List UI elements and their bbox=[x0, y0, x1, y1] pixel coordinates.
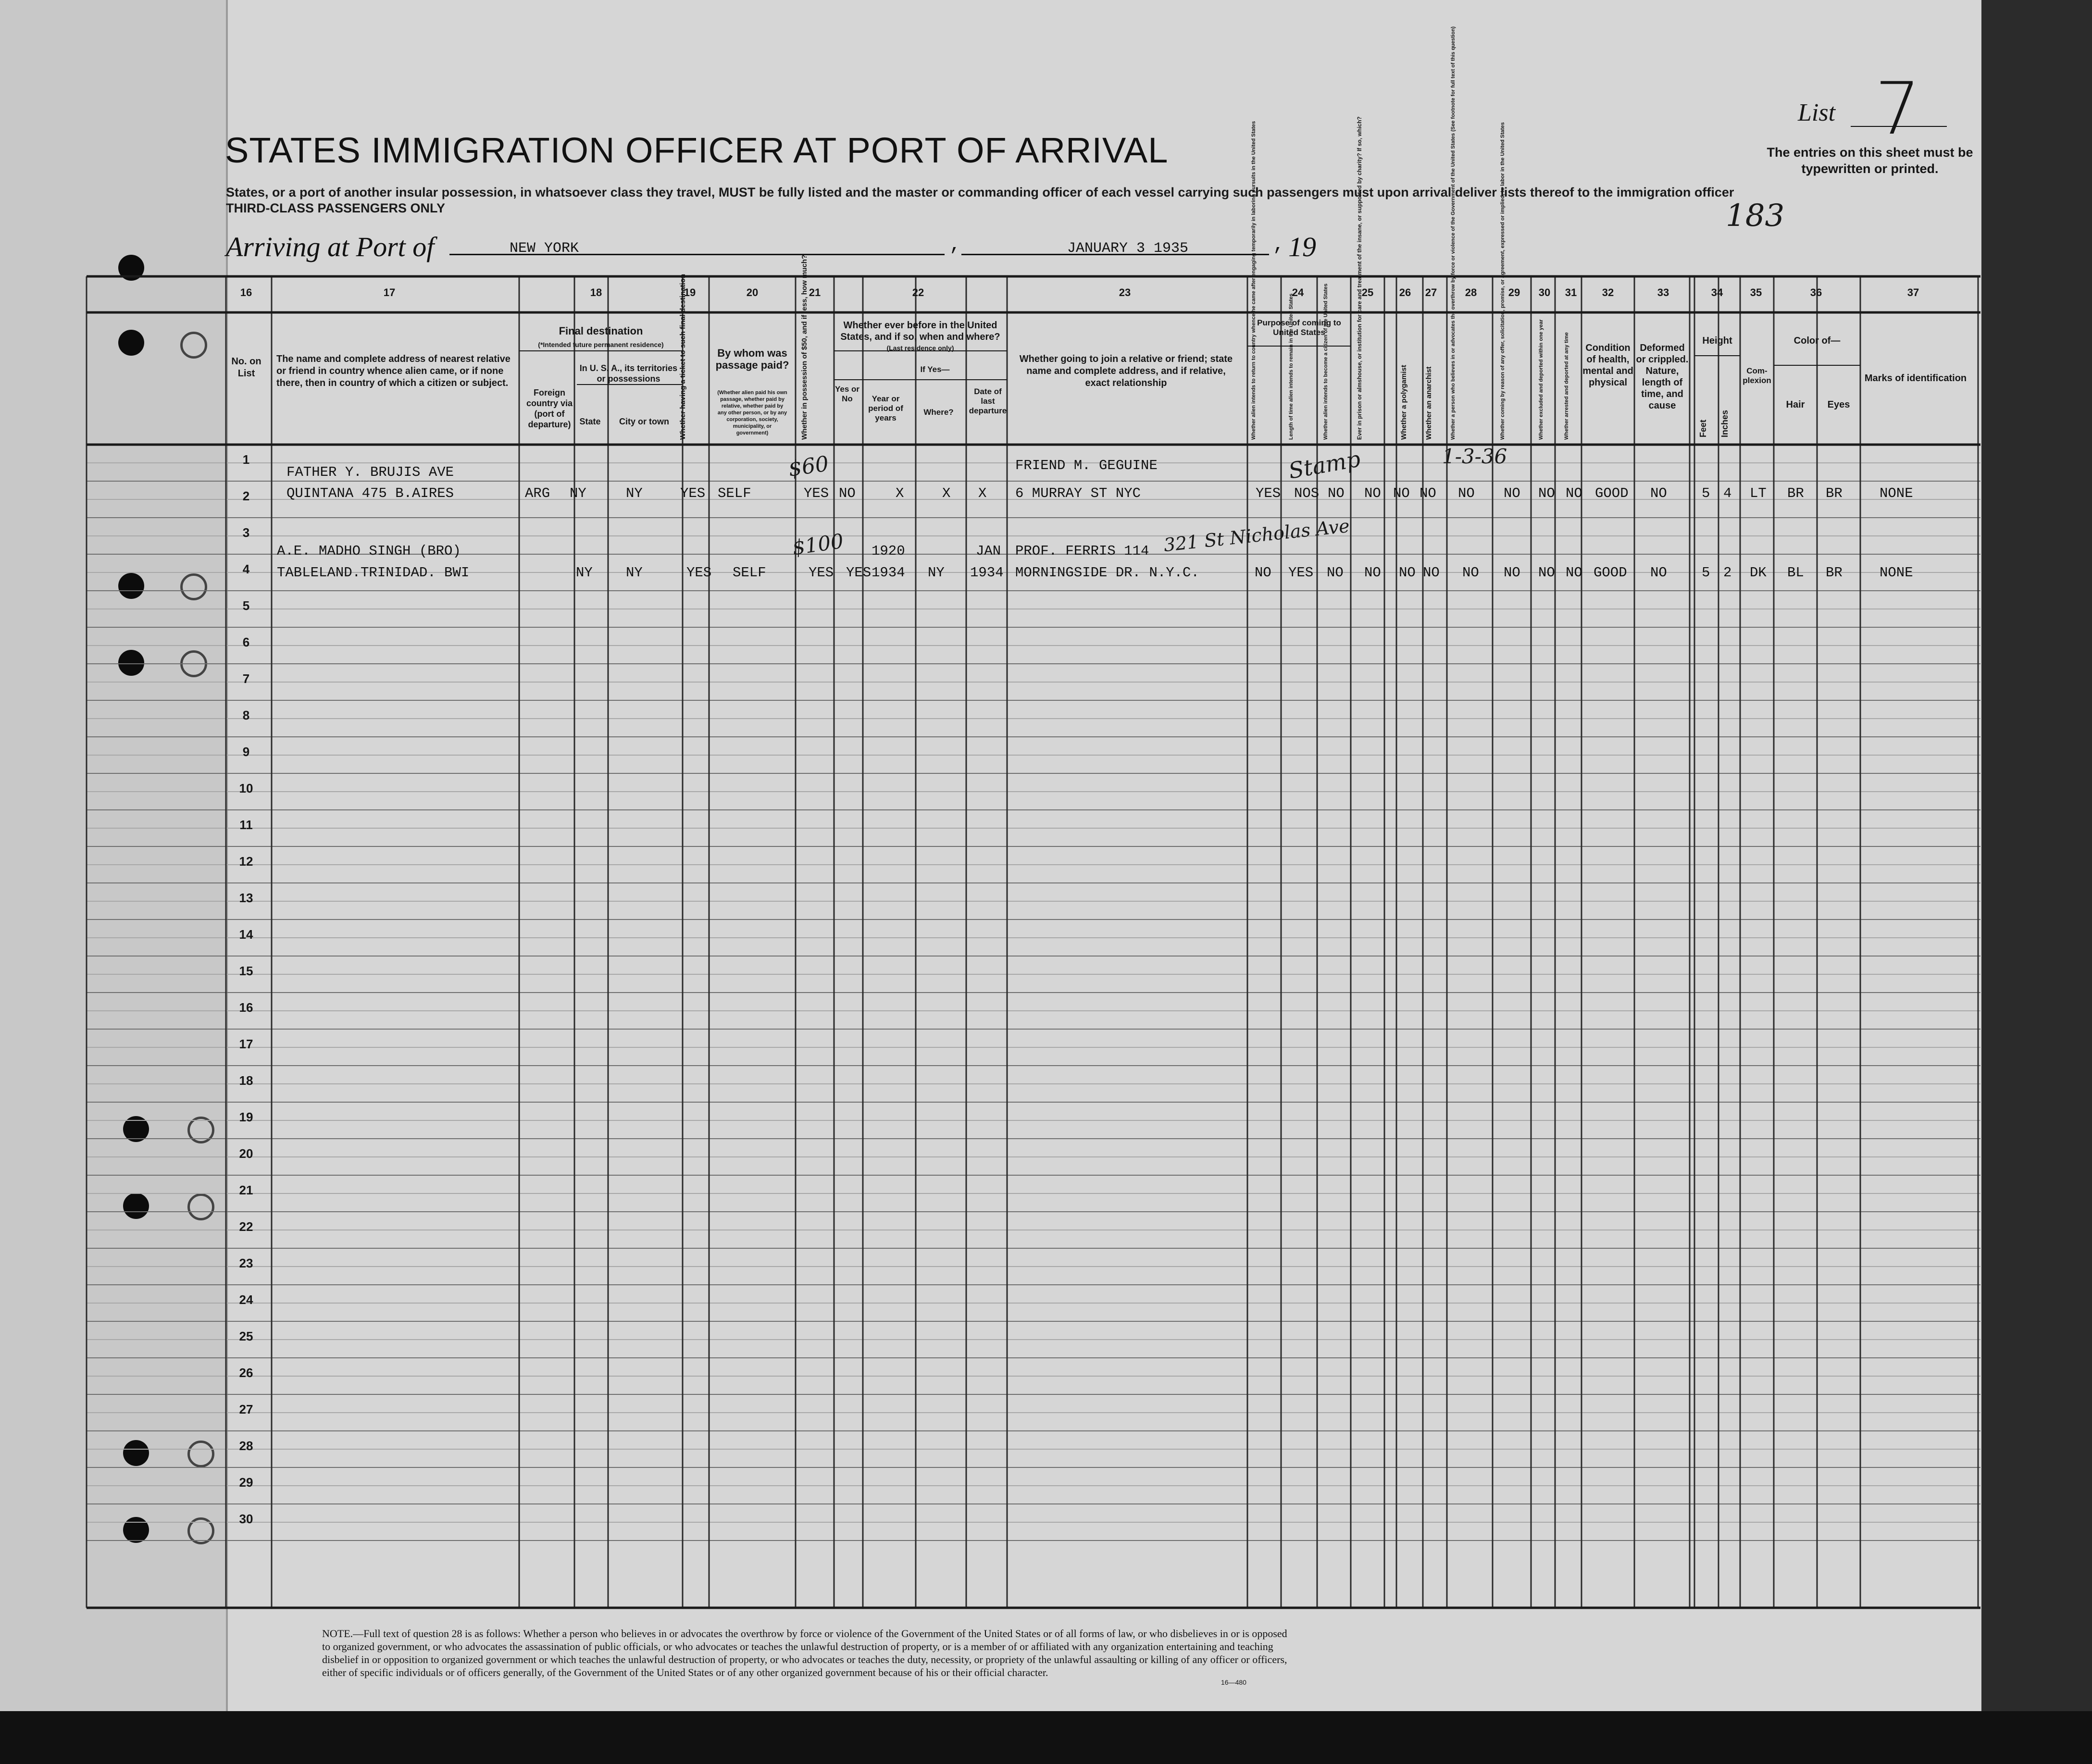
row-number: 27 bbox=[239, 1402, 253, 1416]
row-number: 3 bbox=[242, 525, 250, 540]
row-number: 6 bbox=[242, 635, 250, 649]
list-label: List bbox=[1798, 99, 1836, 126]
entry2-address-line2: TABLELAND.TRINIDAD. BWI bbox=[277, 565, 470, 581]
entry1-address-line1: FATHER Y. BRUJIS AVE bbox=[286, 464, 454, 480]
scan-border-bottom bbox=[0, 1711, 2092, 1764]
header-state: State bbox=[579, 417, 601, 426]
list-note: The entries on this sheet must be typewritten or printed. bbox=[1767, 145, 1973, 176]
row-number: 5 bbox=[242, 598, 250, 613]
entry2-paid-by: SELF bbox=[733, 565, 766, 581]
entry2-date-b: 1934 bbox=[970, 565, 1004, 581]
entry1-possession: YES bbox=[804, 485, 829, 501]
entry1-where: X bbox=[942, 485, 951, 501]
entry2-q29: NO bbox=[1504, 565, 1520, 581]
entry2-feet: 5 bbox=[1702, 565, 1710, 581]
col-num-20: 20 bbox=[746, 286, 759, 298]
entry2-joining-line2: MORNINGSIDE DR. N.Y.C. bbox=[1015, 565, 1199, 581]
header-year-period: Year or period of years bbox=[868, 394, 903, 422]
footnote: NOTE.—Full text of question 28 is as follows: Whether a person who believes in or advocates the overthrow by force or violence of the Government of the United States or of all forms of law, or who disbelieves in or is opposed to organized government, or who advocates the assassination of public officials, or who advocates or teaches the unlawful destruction of property, or is a member of or affiliated with any organization entertaining and teaching disbelief in or opposition to organized government or which teaches the unlawful destruction of property, or who advocates or teaches the duty, necessity, or propriety of the unlawful assaulting or killing of any officer or officers, either of specific individuals or of officers generally, of the Government of the United States or of any other organized government because of his or their official character. bbox=[322, 1627, 1287, 1678]
header-foreign-country: Foreign country via (port of departure) bbox=[526, 388, 573, 429]
row-number: 16 bbox=[239, 1000, 253, 1015]
col-num-29: 29 bbox=[1508, 286, 1520, 298]
row-number: 14 bbox=[239, 927, 253, 942]
entry1-purpose-1: YES bbox=[1256, 485, 1281, 501]
form-number: 16—480 bbox=[1221, 1678, 1246, 1686]
col-num-28: 28 bbox=[1465, 286, 1477, 298]
entry2-q28: NO bbox=[1462, 565, 1479, 581]
row-number: 7 bbox=[242, 671, 250, 686]
entry1-foreign-country: ARG bbox=[525, 485, 550, 501]
entry2-anarchist: NO bbox=[1423, 565, 1440, 581]
entry1-q31: NO bbox=[1566, 485, 1582, 501]
entry1-q30: NO bbox=[1538, 485, 1555, 501]
col-num-19: 19 bbox=[684, 286, 696, 298]
row-number: 17 bbox=[239, 1037, 253, 1051]
entry1-ticket: YES bbox=[680, 485, 706, 501]
entry2-year-a: 1920 bbox=[872, 543, 905, 559]
header-q29: Whether coming by reason of any offer, solicitation, promise, or agreement, expressed or implied, to labor in the United States bbox=[1500, 122, 1506, 440]
entry2-complexion: DK bbox=[1750, 565, 1767, 581]
header-polygamist: Whether a polygamist bbox=[1400, 365, 1408, 440]
col-num-16: 16 bbox=[240, 286, 252, 298]
header-eyes: Eyes bbox=[1827, 399, 1850, 410]
header-purpose-sub1: Whether alien intends to return to country whence he came after engaging temporarily in laboring pursuits in the United States bbox=[1251, 121, 1257, 440]
col-num-22: 22 bbox=[912, 286, 924, 298]
entry1-hair: BR bbox=[1787, 485, 1804, 501]
row-number: 13 bbox=[239, 891, 253, 905]
entry1-inches: 4 bbox=[1723, 485, 1732, 501]
header-q28: Whether a person who believes in or advocates the overthrow by force or violence of the Government of the United States (See footnote for full text of this question) bbox=[1450, 26, 1456, 440]
entry2-address-line1: A.E. MADHO SINGH (BRO) bbox=[277, 543, 461, 559]
entry1-joining-line2: 6 MURRAY ST NYC bbox=[1015, 485, 1141, 501]
entry2-year-b: 1934 bbox=[872, 565, 905, 581]
row-number: 30 bbox=[239, 1512, 253, 1526]
header-before-in-us: Whether ever before in the United States, and if so, when and where? bbox=[840, 320, 1000, 342]
entry1-q29: NO bbox=[1504, 485, 1520, 501]
entry2-ticket: YES bbox=[686, 565, 712, 581]
entry2-possession: YES bbox=[809, 565, 834, 581]
entry1-feet: 5 bbox=[1702, 485, 1710, 501]
header-deformed: Deformed or crippled. Nature, length of time, and cause bbox=[1636, 343, 1689, 411]
entry2-hand-amount: $100 bbox=[791, 529, 845, 560]
row-number: 19 bbox=[239, 1110, 253, 1124]
header-if-yes: If Yes— bbox=[920, 365, 950, 374]
header-purpose-sub2: Length of time alien intends to remain in the United States bbox=[1288, 293, 1294, 440]
entry1-prison: NO bbox=[1364, 485, 1381, 501]
col-num-24: 24 bbox=[1292, 286, 1304, 298]
list-number: 7 bbox=[1875, 67, 1921, 151]
header-feet: Feet bbox=[1698, 419, 1708, 437]
header-before-note: (Last residence only) bbox=[886, 344, 954, 352]
header-final-destination-note: (*Intended future permanent residence) bbox=[538, 341, 664, 348]
row-number: 29 bbox=[239, 1475, 253, 1490]
port-value: NEW YORK bbox=[510, 240, 579, 257]
entry2-q30: NO bbox=[1538, 565, 1555, 581]
arrival-date: JANUARY 3 1935 bbox=[1067, 240, 1189, 257]
header-in-usa: In U. S. A., its territories or possessions bbox=[579, 363, 678, 384]
row-number: 9 bbox=[242, 745, 250, 759]
entry1-address-line2: QUINTANA 475 B.AIRES bbox=[286, 485, 454, 501]
header-condition: Condition of health, mental and physical bbox=[1582, 343, 1633, 388]
col-num-32: 32 bbox=[1602, 286, 1614, 298]
entry1-purpose-2: NOS bbox=[1294, 485, 1320, 501]
header-q30: Whether excluded and deported within one year bbox=[1538, 319, 1544, 440]
header-color-of: Color of— bbox=[1793, 335, 1841, 346]
year-label: 19 bbox=[1288, 231, 1316, 262]
entry2-marks: NONE bbox=[1880, 565, 1913, 581]
header-joining: Whether going to join a relative or friend; state name and complete address, and if relative, exact relationship bbox=[1019, 354, 1233, 388]
header-class: THIRD-CLASS PASSENGERS ONLY bbox=[226, 201, 446, 215]
col-num-27: 27 bbox=[1425, 286, 1437, 298]
header-complexion: Com-plexion bbox=[1743, 366, 1771, 385]
entry2-hand-joining: 321 St Nicholas Ave bbox=[1162, 515, 1351, 556]
entry1-marks: NONE bbox=[1880, 485, 1913, 501]
row-number: 11 bbox=[239, 818, 253, 832]
entry2-inches: 2 bbox=[1723, 565, 1732, 581]
entry2-prison: NO bbox=[1364, 565, 1381, 581]
header-q31: Whether arrested and deported at any time bbox=[1564, 332, 1569, 440]
row-number: 24 bbox=[239, 1292, 253, 1307]
header-city: City or town bbox=[619, 417, 669, 426]
entry1-state: NY bbox=[570, 485, 586, 501]
entry1-joining-line1: FRIEND M. GEGUINE bbox=[1015, 458, 1158, 473]
col-num-35: 35 bbox=[1750, 286, 1762, 298]
entry1-purpose-3: NO bbox=[1328, 485, 1345, 501]
entry1-city: NY bbox=[626, 485, 643, 501]
row-number: 20 bbox=[239, 1146, 253, 1161]
header-where: Where? bbox=[923, 408, 954, 417]
col-num-23: 23 bbox=[1119, 286, 1131, 298]
page-title: STATES IMMIGRATION OFFICER AT PORT OF ARRIVAL bbox=[225, 130, 1169, 170]
row-number: 23 bbox=[239, 1256, 253, 1270]
col-num-25: 25 bbox=[1361, 286, 1374, 298]
row-number: 26 bbox=[239, 1366, 253, 1380]
arriving-label: Arriving at Port of bbox=[226, 231, 435, 262]
header-purpose-sub3: Whether alien intends to become a citizen of the United States bbox=[1323, 283, 1329, 440]
entry1-hand-purpose: Stamp bbox=[1286, 446, 1363, 484]
entry2-hair: BL bbox=[1787, 565, 1804, 581]
entry2-polygamist: NO bbox=[1399, 565, 1416, 581]
header-hair: Hair bbox=[1786, 399, 1805, 410]
header-height: Height bbox=[1702, 335, 1732, 346]
col-num-36: 36 bbox=[1810, 286, 1822, 298]
header-marks: Marks of identification bbox=[1864, 373, 1967, 384]
col-num-37: 37 bbox=[1907, 286, 1919, 298]
entry2-date-a: JAN bbox=[976, 543, 1001, 559]
entry2-eyes: BR bbox=[1826, 565, 1843, 581]
entry2-q31: NO bbox=[1566, 565, 1582, 581]
scan-border-right bbox=[1981, 0, 2092, 1764]
row-number: 2 bbox=[242, 489, 250, 503]
row-number: 1 bbox=[242, 452, 250, 467]
entry2-where: NY bbox=[928, 565, 945, 581]
header-inches: Inches bbox=[1720, 410, 1730, 437]
entry1-complexion: LT bbox=[1750, 485, 1767, 501]
entry1-date-departure: X bbox=[978, 485, 987, 501]
entry2-joining-line1: PROF. FERRIS 114 bbox=[1015, 543, 1149, 559]
row-number: 15 bbox=[239, 964, 253, 978]
entry1-hand-amount: $60 bbox=[786, 451, 831, 482]
header-date-departure: Date of last departure bbox=[969, 387, 1007, 415]
header-purpose: Purpose of coming to United States bbox=[1257, 318, 1341, 337]
header-no-on-list: No. on List bbox=[231, 356, 262, 379]
entry2-condition: GOOD bbox=[1594, 565, 1627, 581]
entry1-before-yes-no: NO bbox=[839, 485, 856, 501]
header-paid-by-note: (Whether alien paid his own passage, whether paid by relative, whether paid by any other person, or by any corporation, society, municipality, or government) bbox=[717, 390, 787, 436]
header-paid-by: By whom was passage paid? bbox=[715, 347, 789, 371]
col-num-33: 33 bbox=[1657, 286, 1669, 298]
entry2-purpose-2: YES bbox=[1288, 565, 1314, 581]
col-num-18: 18 bbox=[590, 286, 602, 298]
entry2-purpose-1: NO bbox=[1255, 565, 1271, 581]
entry1-year: X bbox=[896, 485, 904, 501]
entry2-before-yes-no: YES bbox=[846, 565, 872, 581]
header-anarchist: Whether an anarchist bbox=[1425, 366, 1433, 440]
entry1-polygamist: NO bbox=[1393, 485, 1410, 501]
row-number: 10 bbox=[239, 781, 253, 795]
header-prison: Ever in prison or almshouse, or institution for care and treatment of the insane, or supported by charity? If so, which? bbox=[1356, 116, 1363, 440]
row-number: 28 bbox=[239, 1439, 253, 1453]
row-number: 4 bbox=[242, 562, 250, 576]
entry2-city: NY bbox=[626, 565, 643, 581]
entry1-condition: GOOD bbox=[1595, 485, 1629, 501]
row-number: 22 bbox=[239, 1219, 253, 1234]
entry1-eyes: BR bbox=[1826, 485, 1843, 501]
entry2-purpose-3: NO bbox=[1327, 565, 1344, 581]
col-num-34: 34 bbox=[1711, 286, 1723, 298]
row-number: 8 bbox=[242, 708, 250, 722]
entry1-anarchist: NO bbox=[1420, 485, 1436, 501]
entry1-q28: NO bbox=[1458, 485, 1475, 501]
header-yes-no: Yes or No bbox=[834, 385, 860, 403]
row-number: 21 bbox=[239, 1183, 253, 1197]
entry1-paid-by: SELF bbox=[718, 485, 751, 501]
header-possession: Whether in possession of $50, and if less, how much? bbox=[800, 254, 809, 440]
header-relative-address: The name and complete address of nearest relative or friend in country whence alien came, or if none there, then in country of which a citizen or subject. bbox=[276, 354, 511, 388]
row-number: 12 bbox=[239, 854, 253, 869]
row-number: 18 bbox=[239, 1073, 253, 1088]
entry1-deformed: NO bbox=[1650, 485, 1667, 501]
col-num-26: 26 bbox=[1399, 286, 1411, 298]
entry2-state: NY bbox=[576, 565, 593, 581]
entry1-hand-date: 1-3-36 bbox=[1442, 445, 1507, 468]
entry2-deformed: NO bbox=[1650, 565, 1667, 581]
header-final-destination: Final destination bbox=[559, 325, 643, 337]
paper: STATES IMMIGRATION OFFICER AT PORT OF ARRIVAL States, or a port of another insular possession, in whatsoever class they travel, MUST be fully listed and the master or commanding officer of each vessel carrying such passengers must upon arrival deliver lists thereof to the immigration officer THIRD-CLASS PASSENGERS ONLY Arriving at Port of NEW YORK , JANUARY 3 1935 , 19 List 7 The entries on this sheet must be typewritten or printed. 183 16 17 18 19 20 21 22 23 24 25 26 27 28 29 30 31 32 33 34 35 36 37 No. on List The name and complete address of nearest relative or friend in country whence alien came, or if none there, then in country of which a citizen or subject. Final destination (*Intended future permanent residence) Foreign country via (port of departure) In U. S. A., its territories or possessions State City or town Whether having a ticket to such final destination By whom was passage paid? (Whether alien paid his own passage, whether paid by relative, whether paid by any other person, or by any corporation, society, municipality, or government) Whether in possession of $50, and if less, how much? Whether ever before in the United States, and if so, when and where? (Last residence only) If Yes— Yes or No Year or period of years Where? Date of last departure Whether going to join a relative or friend; state name and complete address, and if relative, exact relationship Purpose of coming to United States Whether alien intends to return to country whence he came after engaging temporarily in laboring pursuits in the United States Length of time alien intends to remain in the United States Whether alien intends to become a citizen of the United States Ever in prison or almshouse, or institution for care and treatment of the insane, or supported by charity? If so, which? Whether a polygamist Whether an anarchist Whether a person who believes in or advocates the overthrow by force or violence of the Government of the United States (See footnote for full text of this question) Whether coming by reason of any offer, solicitation, promise, or agreement, expressed or implied, to labor in the United States Whether excluded and deported within one year Whether arrested and deported at any time Condition of health, mental and physical Deformed or crippled. Nature, length of time, and cause Height Feet Inches Com-plexion Color of— Hair Eyes Marks of identification 1 2 3 4 5 6 7 8 9 10 11 12 13 14 15 16 17 18 19 20 21 22 23 24 25 26 27 28 29 30 FATHER Y. BRUJIS AVE QUINTANA 475 B.AIRES ARG NY NY YES SELF YES $60 NO X X X FRIEND M. GEGUINE 6 MURRAY ST NYC YES NOS NO Stamp 1-3-36 NO NO NO NO NO NO NO GOOD NO 5 4 LT BR BR NONE A.E. MADHO SINGH (BRO) TABLELAND.TRINIDAD. BWI NY NY YES SELF YES $100 YES 1920 1934 NY JAN 1934 PROF. FERRIS 114 MORNINGSIDE DR. N.Y.C. 321 St Nicholas Ave NO YES NO NO NO NO NO NO NO NO GOOD NO 5 2 DK BL BR NONE NOTE.—Full text of question 28 is as follows: Whether a person who believes in or advocates the overthrow by force or violence of the Government of the United States or of all forms of law, or who disbelieves in or is opposed to organized government, or who advocates the assassination of public officials, or who advocates or teaches the unlawful destruction of property, or is a member of or affiliated with any organization entertaining and teaching disbelief in or opposition to organized government or which teaches the unlawful destruction of property, or who advocates or teaches the duty, necessity, or propriety of the unlawful assaulting or killing of any officer or officers, either of specific individuals or of officers generally, of the Government of the United States or of any other organized government because of his or their official character. 16—480 bbox=[0, 0, 1980, 1711]
col-num-31: 31 bbox=[1565, 286, 1577, 298]
header-ticket: Whether having a ticket to such final destination bbox=[679, 273, 687, 440]
col-num-21: 21 bbox=[809, 286, 821, 298]
col-num-17: 17 bbox=[383, 286, 396, 298]
header-instructions: States, or a port of another insular possession, in whatsoever class they travel, MUST be fully listed and the master or commanding officer of each vessel carrying such passengers must upon arrival deliver lists thereof to the immigration officer bbox=[226, 185, 1734, 199]
row-number: 25 bbox=[239, 1329, 253, 1343]
handwritten-page-number: 183 bbox=[1726, 198, 1785, 234]
col-num-30: 30 bbox=[1538, 286, 1551, 298]
